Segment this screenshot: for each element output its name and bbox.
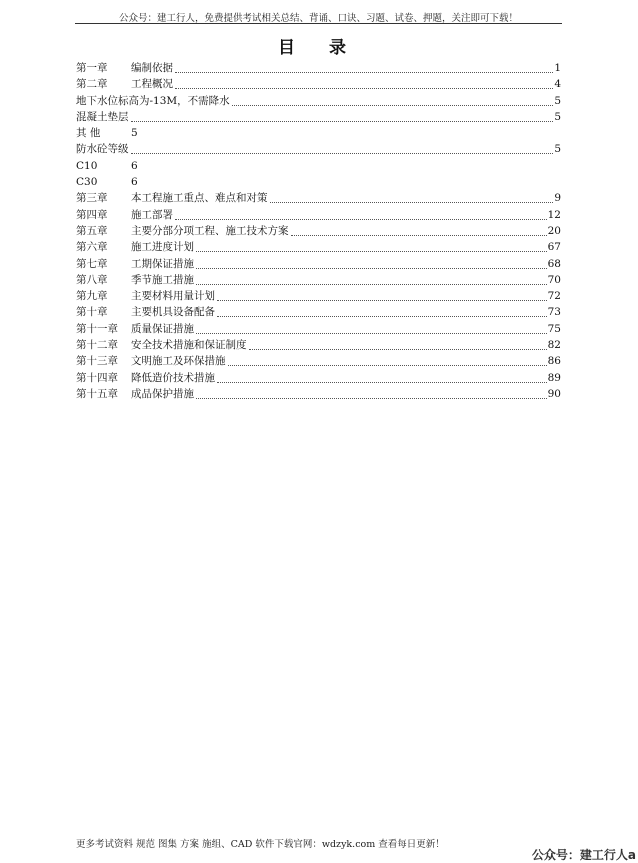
toc-entry-title: 文明施工及环保措施: [131, 355, 226, 368]
toc-entry[interactable]: [76, 61, 561, 77]
toc-entry-title: 混凝土垫层: [76, 110, 129, 123]
toc-page-number: 5: [554, 143, 561, 156]
toc-chapter-number: 第六章: [76, 241, 108, 254]
toc-leader-dots: [175, 72, 553, 73]
toc-page-number: 75: [547, 322, 561, 335]
toc-entry-title: 质量保证措施: [131, 322, 194, 335]
toc-entry[interactable]: [76, 257, 561, 273]
toc-entry[interactable]: [76, 175, 561, 191]
toc-page-number: 5: [554, 110, 561, 123]
toc-page-number: 73: [547, 306, 561, 319]
toc-chapter-number: 第十二章: [76, 339, 118, 352]
toc-page-number: 4: [554, 78, 561, 91]
toc-entry-title: 5: [131, 127, 138, 140]
toc-entry[interactable]: [76, 338, 561, 354]
toc-entry[interactable]: [76, 354, 561, 370]
toc-entry[interactable]: [76, 240, 561, 256]
toc-entry-title: 6: [131, 176, 138, 189]
toc-entry-title: 安全技术措施和保证制度: [131, 339, 247, 352]
toc-page-number: 68: [547, 257, 561, 270]
toc-chapter-number: 第一章: [76, 62, 108, 74]
toc-leader-dots: [131, 121, 553, 122]
toc-entry[interactable]: [76, 159, 561, 175]
toc-page-number: 9: [554, 192, 561, 205]
toc-entry[interactable]: [76, 94, 561, 110]
toc-chapter-number: 第五章: [76, 224, 108, 237]
toc-chapter-number: 第十一章: [76, 322, 118, 335]
toc-leader-dots: [232, 105, 553, 106]
toc-leader-dots: [217, 300, 547, 301]
toc-leader-dots: [175, 219, 547, 220]
toc-leader-dots: [228, 365, 547, 366]
toc-chapter-number: 第十章: [76, 306, 108, 319]
toc-entry-title: 成品保护措施: [131, 387, 194, 400]
toc-leader-dots: [175, 88, 553, 89]
toc-entry[interactable]: [76, 142, 561, 158]
toc-page-number: 20: [547, 224, 561, 237]
toc-page-number: 1: [554, 62, 561, 74]
toc-entry-title: 主要分部分项工程、施工技术方案: [131, 224, 289, 237]
toc-chapter-number: 第十三章: [76, 355, 118, 368]
toc-page-number: 82: [547, 339, 561, 352]
toc-entry-title: 本工程施工重点、难点和对策: [131, 192, 268, 205]
toc-leader-dots: [270, 202, 553, 203]
toc-leader-dots: [196, 333, 547, 334]
toc-leader-dots: [249, 349, 547, 350]
toc-chapter-number: 第二章: [76, 78, 108, 91]
toc-page-number: 70: [547, 273, 561, 286]
toc-entry[interactable]: [76, 191, 561, 207]
toc-page-number: 5: [554, 94, 561, 107]
toc-entry[interactable]: [76, 322, 561, 338]
toc-entry-title: 主要机具设备配备: [131, 306, 215, 319]
toc-entry[interactable]: [76, 110, 561, 126]
toc-chapter-number: 第四章: [76, 208, 108, 221]
toc-leader-dots: [196, 251, 547, 252]
toc-entry[interactable]: [76, 273, 561, 289]
toc-entry[interactable]: [76, 208, 561, 224]
table-of-contents: [76, 61, 561, 403]
toc-entry[interactable]: [76, 305, 561, 321]
page-footer: 更多考试资料 规范 图集 方案 施组、CAD 软件下载官网：wdzyk.com 查看每日更新！: [76, 839, 445, 850]
page-title: 目 录: [278, 38, 360, 58]
toc-leader-dots: [196, 284, 547, 285]
toc-entry-title: 工期保证措施: [131, 257, 194, 270]
toc-entry-title: 防水砼等级: [76, 143, 129, 156]
toc-chapter-number: 其 他: [76, 127, 101, 140]
toc-entry[interactable]: [76, 77, 561, 93]
toc-entry-title: 施工进度计划: [131, 241, 194, 254]
page-header: 公众号：建工行人，免费提供考试相关总结、背诵、口诀、习题、试卷、押题，关注即可下载！: [118, 13, 518, 24]
toc-entry[interactable]: [76, 289, 561, 305]
watermark: 公众号：建工行人a: [531, 848, 636, 862]
toc-entry[interactable]: [76, 224, 561, 240]
toc-leader-dots: [217, 316, 547, 317]
toc-page-number: 72: [547, 290, 561, 303]
toc-leader-dots: [217, 382, 547, 383]
toc-chapter-number: 第三章: [76, 192, 108, 205]
toc-page-number: 86: [547, 355, 561, 368]
toc-entry[interactable]: [76, 371, 561, 387]
toc-entry[interactable]: [76, 387, 561, 403]
toc-chapter-number: 第九章: [76, 290, 108, 303]
toc-leader-dots: [196, 398, 547, 399]
toc-leader-dots: [196, 268, 547, 269]
toc-entry-title: 地下水位标高为-13M，不需降水: [76, 94, 230, 107]
toc-page-number: 89: [547, 371, 561, 384]
toc-entry-title: 降低造价技术措施: [131, 371, 215, 384]
toc-page-number: 67: [547, 241, 561, 254]
toc-entry-title: 工程概况: [131, 78, 173, 91]
toc-chapter-number: C10: [76, 159, 98, 172]
toc-entry-title: 主要材料用量计划: [131, 290, 215, 303]
toc-entry-title: 季节施工措施: [131, 273, 194, 286]
toc-entry[interactable]: [76, 126, 561, 142]
toc-chapter-number: C30: [76, 176, 98, 189]
toc-chapter-number: 第七章: [76, 257, 108, 270]
toc-chapter-number: 第十四章: [76, 371, 118, 384]
toc-entry-title: 6: [131, 159, 138, 172]
toc-entry-title: 编制依据: [131, 62, 173, 74]
toc-leader-dots: [131, 153, 553, 154]
toc-chapter-number: 第十五章: [76, 387, 118, 400]
toc-chapter-number: 第八章: [76, 273, 108, 286]
toc-page-number: 90: [547, 387, 561, 400]
toc-page-number: 12: [547, 208, 561, 221]
toc-leader-dots: [291, 235, 547, 236]
toc-entry-title: 施工部署: [131, 208, 173, 221]
header-rule: [75, 23, 562, 24]
